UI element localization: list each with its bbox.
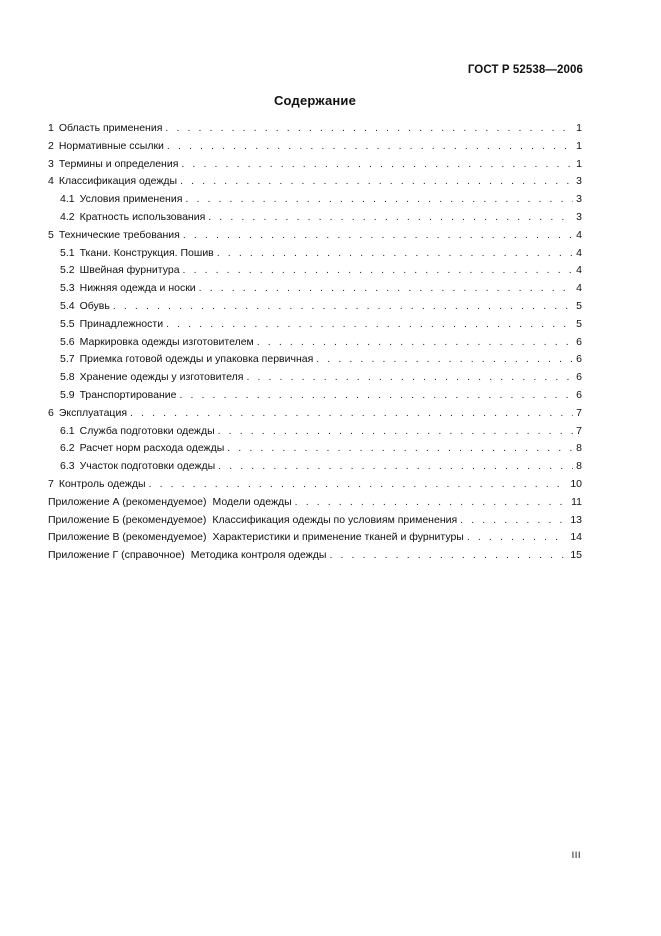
toc-entry-page: 4 bbox=[576, 228, 582, 241]
toc-dot-leader bbox=[113, 298, 573, 316]
toc-entry-number: 4 bbox=[48, 175, 54, 188]
toc-entry-number: 5.2 bbox=[60, 264, 75, 277]
toc-entry[interactable] bbox=[48, 476, 582, 494]
toc-entry-page: 5 bbox=[576, 299, 582, 312]
toc-entry-label: Швейная фурнитура bbox=[79, 264, 180, 277]
toc-dot-leader bbox=[257, 334, 573, 352]
toc-entry-page: 8 bbox=[576, 460, 582, 473]
toc-entry-page: 13 bbox=[570, 513, 582, 526]
toc-entry[interactable] bbox=[48, 138, 582, 156]
toc-entry-subtitle: Классификация одежды по условиям применения bbox=[212, 513, 458, 526]
toc-entry-label: Принадлежности bbox=[79, 317, 164, 330]
toc-entry-number: 3 bbox=[48, 157, 54, 170]
toc-entry-number: 5.5 bbox=[60, 317, 75, 330]
toc-entry-label: Эксплуатация bbox=[58, 406, 128, 419]
toc-dot-leader bbox=[329, 547, 567, 565]
toc-entry-number: 5.7 bbox=[60, 353, 75, 366]
toc-entry-number: 5.3 bbox=[60, 282, 75, 295]
toc-entry-page: 8 bbox=[576, 442, 582, 455]
toc-entry[interactable] bbox=[48, 173, 582, 191]
toc-entry-number: 6.3 bbox=[60, 460, 75, 473]
page-number: III bbox=[571, 850, 581, 861]
toc-entry-page: 3 bbox=[576, 210, 582, 223]
toc-entry-number: 5 bbox=[48, 228, 54, 241]
toc-entry-label: Область применения bbox=[58, 122, 163, 134]
toc-entry-number: 6 bbox=[48, 406, 54, 419]
toc-entry-page: 14 bbox=[570, 531, 582, 544]
toc-dot-leader bbox=[180, 173, 573, 191]
toc-entry-number: 6.1 bbox=[60, 424, 75, 437]
toc-entry-label: Условия применения bbox=[79, 193, 183, 206]
toc-entry-number: 5.9 bbox=[60, 388, 75, 401]
toc-entry-page: 1 bbox=[576, 139, 582, 152]
toc-entry[interactable] bbox=[48, 209, 582, 227]
toc-entry-label: Приложение Б (рекомендуемое) bbox=[48, 513, 207, 526]
toc-entry-label: Кратность использования bbox=[79, 210, 206, 223]
toc-entry-page: 7 bbox=[576, 406, 582, 419]
toc-dot-leader bbox=[199, 280, 573, 298]
toc-entry-label: Расчет норм расхода одежды bbox=[79, 442, 225, 455]
toc-entry-page: 6 bbox=[576, 335, 582, 348]
toc-entry-label: Приложение А (рекомендуемое) bbox=[48, 495, 207, 508]
toc-entry[interactable] bbox=[48, 458, 582, 476]
toc-entry[interactable] bbox=[48, 191, 582, 209]
toc-entry-number: 2 bbox=[48, 139, 54, 152]
toc-entry-label: Термины и определения bbox=[58, 157, 179, 170]
toc-dot-leader bbox=[208, 209, 573, 227]
toc-entry-label: Контроль одежды bbox=[58, 477, 146, 490]
toc-title: Содержание bbox=[273, 93, 357, 108]
toc-entry-subtitle: Методика контроля одежды bbox=[190, 549, 327, 562]
table-of-contents bbox=[48, 120, 582, 565]
toc-entry[interactable] bbox=[48, 529, 582, 547]
toc-dot-leader bbox=[167, 138, 573, 156]
toc-entry-number: 5.6 bbox=[60, 335, 75, 348]
toc-entry[interactable] bbox=[48, 440, 582, 458]
toc-dot-leader bbox=[181, 156, 573, 174]
toc-dot-leader bbox=[165, 120, 573, 138]
toc-entry-label: Обувь bbox=[79, 299, 110, 312]
toc-entry-page: 4 bbox=[576, 264, 582, 277]
toc-entry-page: 11 bbox=[571, 495, 582, 508]
toc-dot-leader bbox=[183, 227, 573, 245]
toc-entry[interactable] bbox=[48, 334, 582, 352]
toc-entry[interactable] bbox=[48, 227, 582, 245]
toc-entry[interactable] bbox=[48, 245, 582, 263]
toc-entry[interactable] bbox=[48, 405, 582, 423]
toc-entry-number: 1 bbox=[48, 122, 54, 134]
toc-entry-page: 3 bbox=[576, 193, 582, 206]
toc-dot-leader bbox=[217, 245, 573, 263]
toc-entry-page: 6 bbox=[576, 371, 582, 384]
toc-entry-number: 5.4 bbox=[60, 299, 75, 312]
toc-entry[interactable] bbox=[48, 280, 582, 298]
toc-dot-leader bbox=[183, 262, 574, 280]
toc-entry[interactable] bbox=[48, 156, 582, 174]
toc-dot-leader bbox=[185, 191, 573, 209]
toc-entry-label: Классификация одежды bbox=[58, 175, 178, 188]
toc-dot-leader bbox=[467, 529, 567, 547]
toc-dot-leader bbox=[179, 387, 573, 405]
toc-entry-label: Нижняя одежда и носки bbox=[79, 282, 196, 295]
toc-entry-page: 1 bbox=[576, 122, 582, 134]
toc-entry-label: Технические требования bbox=[58, 228, 180, 241]
toc-dot-leader bbox=[227, 440, 573, 458]
toc-entry-label: Приемка готовой одежды и упаковка первичная bbox=[79, 353, 314, 366]
toc-entry[interactable] bbox=[48, 316, 582, 334]
toc-dot-leader bbox=[246, 369, 573, 387]
toc-entry-number: 6.2 bbox=[60, 442, 75, 455]
toc-dot-leader bbox=[130, 405, 573, 423]
toc-entry-label: Ткани. Конструкция. Пошив bbox=[79, 246, 214, 259]
toc-dot-leader bbox=[166, 316, 573, 334]
toc-entry[interactable] bbox=[48, 298, 582, 316]
toc-entry[interactable] bbox=[48, 512, 582, 530]
toc-entry-number: 7 bbox=[48, 477, 54, 490]
toc-entry[interactable] bbox=[48, 120, 582, 138]
toc-dot-leader bbox=[460, 512, 567, 530]
toc-entry-subtitle: Модели одежды bbox=[212, 495, 292, 508]
toc-entry-label: Транспортирование bbox=[79, 388, 177, 401]
toc-entry-page: 4 bbox=[576, 246, 582, 259]
toc-entry-number: 4.1 bbox=[60, 193, 75, 206]
toc-entry-page: 6 bbox=[576, 353, 582, 366]
toc-entry[interactable] bbox=[48, 351, 582, 369]
toc-entry-number: 5.1 bbox=[60, 246, 75, 259]
toc-entry-label: Служба подготовки одежды bbox=[79, 424, 215, 437]
toc-entry[interactable] bbox=[48, 262, 582, 280]
toc-entry-page: 7 bbox=[576, 424, 582, 437]
toc-entry-page: 6 bbox=[576, 388, 582, 401]
toc-entry[interactable] bbox=[48, 369, 582, 387]
toc-entry-label: Приложение Г (справочное) bbox=[48, 549, 185, 562]
toc-entry-page: 10 bbox=[570, 477, 582, 490]
toc-entry-page: 3 bbox=[576, 175, 582, 188]
toc-entry-label: Участок подготовки одежды bbox=[79, 460, 216, 473]
document-code: ГОСТ Р 52538—2006 bbox=[467, 64, 583, 76]
toc-entry[interactable] bbox=[48, 547, 582, 565]
toc-entry-number: 4.2 bbox=[60, 210, 75, 223]
toc-entry-page: 1 bbox=[576, 157, 582, 170]
toc-entry-subtitle: Характеристики и применение тканей и фурнитуры bbox=[212, 531, 464, 544]
toc-entry-page: 15 bbox=[570, 549, 582, 562]
toc-entry[interactable] bbox=[48, 423, 582, 441]
toc-entry[interactable] bbox=[48, 387, 582, 405]
toc-entry-page: 4 bbox=[576, 282, 582, 295]
toc-entry-number: 5.8 bbox=[60, 371, 75, 384]
toc-dot-leader bbox=[316, 351, 573, 369]
toc-dot-leader bbox=[295, 494, 568, 512]
toc-entry-label: Хранение одежды у изготовителя bbox=[79, 371, 244, 384]
toc-dot-leader bbox=[218, 458, 573, 476]
toc-dot-leader bbox=[218, 423, 574, 441]
toc-entry-page: 5 bbox=[576, 317, 582, 330]
toc-entry[interactable] bbox=[48, 494, 582, 512]
toc-dot-leader bbox=[149, 476, 568, 494]
toc-entry-label: Маркировка одежды изготовителем bbox=[79, 335, 254, 348]
toc-entry-label: Нормативные ссылки bbox=[58, 139, 164, 152]
toc-entry-label: Приложение В (рекомендуемое) bbox=[48, 531, 207, 544]
